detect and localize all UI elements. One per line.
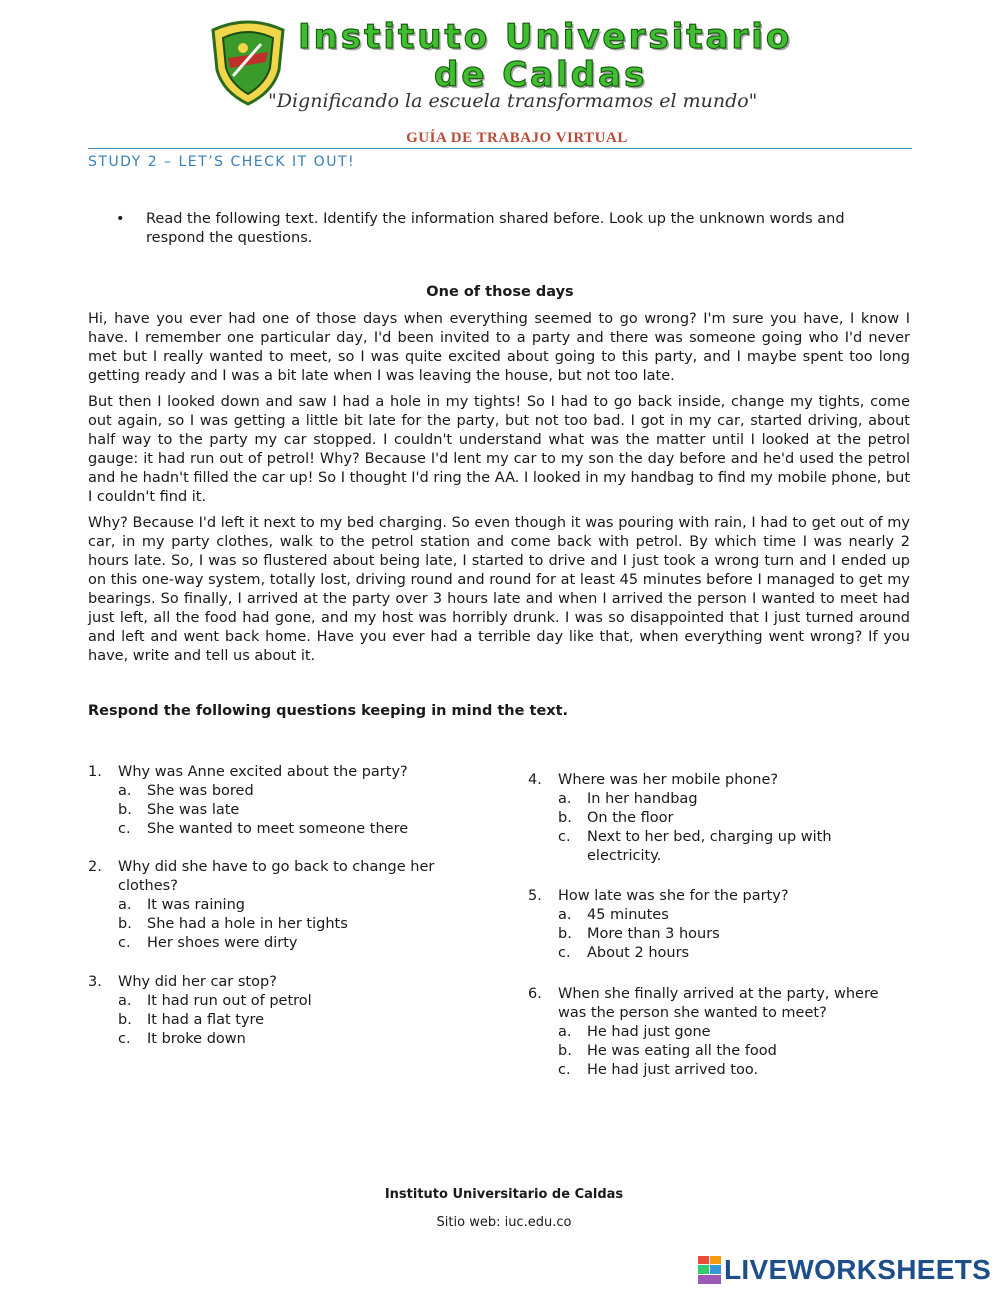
option-c[interactable]: c. About 2 hours	[558, 945, 690, 961]
option-c[interactable]: c. Her shoes were dirty	[118, 935, 298, 951]
option-b[interactable]: b. On the floor	[558, 810, 674, 826]
bullet-icon: •	[116, 211, 125, 227]
question-stem: Where was her mobile phone?	[558, 772, 779, 788]
question-5	[528, 887, 868, 963]
option-b[interactable]: b. She was late	[118, 802, 240, 818]
guide-title: GUÍA DE TRABAJO VIRTUAL	[406, 130, 628, 146]
option-c[interactable]: c. He had just arrived too.	[558, 1062, 759, 1078]
instruction-text: Read the following text. Identify the information shared before. Look up the unknown words and respond the questions.	[146, 211, 845, 246]
option-c[interactable]: c. It broke down	[118, 1031, 246, 1047]
option-b[interactable]: b. It had a flat tyre	[118, 1012, 265, 1028]
question-number: 1.	[88, 764, 102, 780]
liveworksheets-wordmark: LIVEWORKSHEETS	[724, 1254, 992, 1285]
option-c[interactable]: c. She wanted to meet someone there	[118, 821, 409, 837]
question-2	[88, 858, 448, 953]
option-a[interactable]: a. He had just gone	[558, 1024, 711, 1040]
instruction-item	[88, 210, 878, 248]
question-number: 3.	[88, 974, 102, 990]
footer-institution: Instituto Universitario de Caldas	[384, 1187, 624, 1202]
question-stem: Why was Anne excited about the party?	[118, 764, 408, 780]
section-title: STUDY 2 – LET’S CHECK IT OUT!	[88, 154, 356, 170]
reading-paragraph-2: But then I looked down and saw I had a hole in my tights! So I had to go back inside, change my tights, come out again, so I was getting a little bit late for the party, but not too bad. I got in my car, started driving, about half way to the party my car stopped. I couldn't understand what was the matter until I looked at the petrol gauge: it had run out of petrol! Why? Because I'd lent my car to my son the day before and he'd used the petrol and he hadn't filled the car up! So I thought I'd ring the AA. I looked in my handbag to find my mobile phone, but I couldn't find it.	[88, 394, 910, 505]
question-stem: Why did she have to go back to change her clothes?	[118, 859, 435, 894]
header-divider	[88, 148, 912, 149]
option-a[interactable]: a. It had run out of petrol	[118, 993, 312, 1009]
option-a[interactable]: a. It was raining	[118, 897, 245, 913]
option-b[interactable]: b. She had a hole in her tights	[118, 916, 348, 932]
liveworksheets-blocks-icon	[698, 1256, 722, 1284]
footer-website: Sitio web: iuc.edu.co	[436, 1215, 572, 1230]
reading-title: One of those days	[426, 284, 574, 300]
liveworksheets-logo	[698, 1253, 991, 1287]
question-number: 5.	[528, 888, 542, 904]
institution-name-line2: de Caldas	[434, 55, 648, 95]
question-6	[528, 985, 898, 1080]
reading-paragraph-3: Why? Because I'd left it next to my bed charging. So even though it was pouring with rain, I had to get out of my car, in my party clothes, walk to the petrol station and come back with petrol. By which time I was nearly 2 hours late. So, I was so flustered about being late, I started to drive and I just took a wrong turn and I ended up on this one-way system, totally lost, driving round and round for at least 45 minutes before I managed to get my bearings. So finally, I arrived at the party over 3 hours late and when I arrived the person I wanted to meet had just left, all the food had gone, and my host was horribly drunk. I was so disappointed that I just turned around and left and went back home. Have you ever had a terrible day like that, when everything went wrong? If you have, write and tell us about it.	[88, 515, 910, 664]
question-stem: How late was she for the party?	[558, 888, 789, 904]
option-a[interactable]: a. In her handbag	[558, 791, 698, 807]
option-a[interactable]: a. 45 minutes	[558, 907, 669, 923]
question-stem: When she finally arrived at the party, where was the person she wanted to meet?	[558, 986, 879, 1021]
question-stem: Why did her car stop?	[118, 974, 277, 990]
questions-heading: Respond the following questions keeping in mind the text.	[88, 703, 569, 719]
question-number: 2.	[88, 859, 102, 875]
question-number: 4.	[528, 772, 542, 788]
option-a[interactable]: a. She was bored	[118, 783, 254, 799]
question-3	[88, 973, 468, 1049]
option-c[interactable]: c. Next to her bed, charging up with electricity.	[558, 829, 832, 864]
question-4	[528, 771, 848, 866]
option-b[interactable]: b. He was eating all the food	[558, 1043, 777, 1059]
institution-name-line1: Instituto Universitario	[298, 17, 793, 57]
option-b[interactable]: b. More than 3 hours	[558, 926, 720, 942]
reading-body	[88, 310, 910, 666]
question-1	[88, 763, 468, 839]
question-number: 6.	[528, 986, 542, 1002]
reading-paragraph-1: Hi, have you ever had one of those days when everything seemed to go wrong? I'm sure you have, I know I have. I remember one particular day, I'd been invited to a party and there was someone going who I'd never met but I really wanted to meet, so I was quite excited about going to this party, and I maybe spent too long getting ready and I was a bit late when I was leaving the house, but not too late.	[88, 311, 910, 384]
institution-motto: "Dignificando la escuela transformamos el mundo"	[268, 90, 758, 112]
